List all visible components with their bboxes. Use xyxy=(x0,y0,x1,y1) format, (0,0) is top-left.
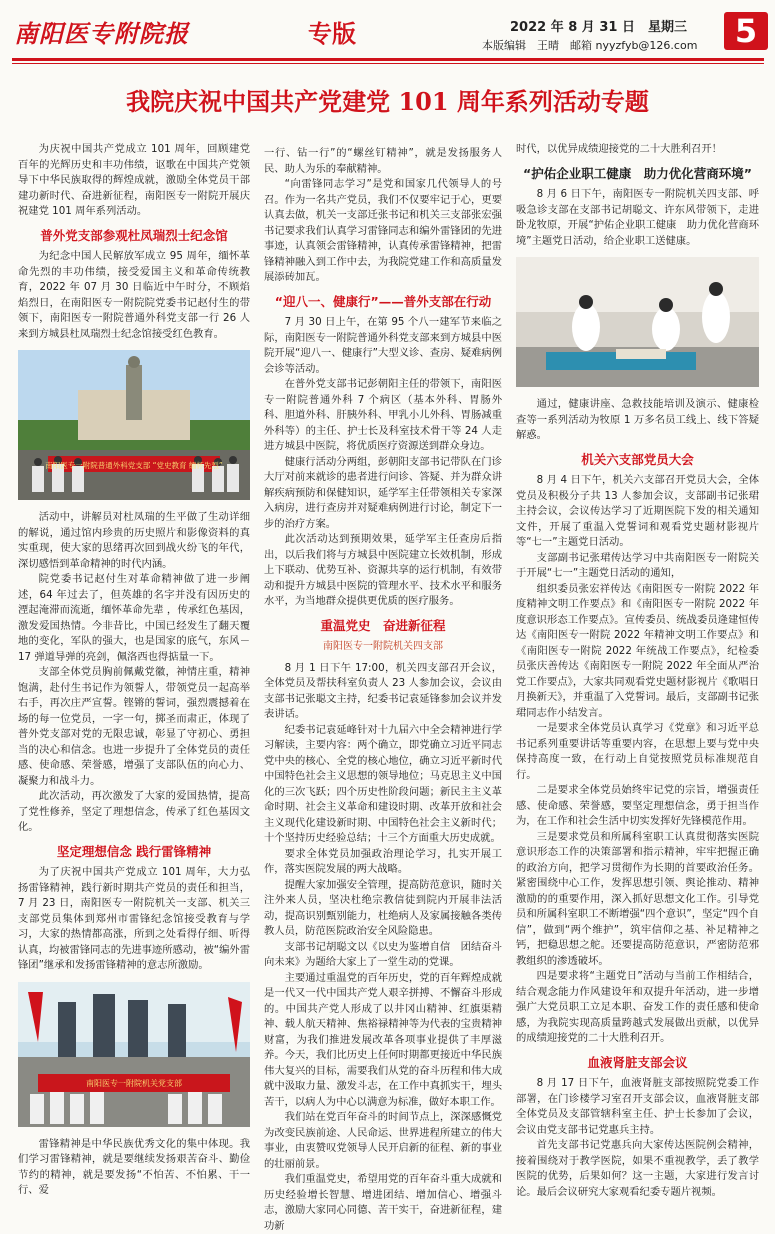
column-2 xyxy=(264,146,502,1232)
page-headline: 我院庆祝中国共产党建党 101 周年系列活动专题 xyxy=(126,87,649,116)
paragraph: 支部副书记张珺传达学习中共南阳医专一附院关于开展“七一”主题党日活动的通知， xyxy=(516,551,759,579)
intro-paragraph: 为庆祝中国共产党成立 101 周年，回顾建党百年的光辉历史和丰功伟绩，讴歌在中国共产党领导下中华民族取得的辉煌成就，激励全体党员干部建功新时代、奋进新征程，南阳医专一附院开展庆祝建党 101 周年系列活动。 xyxy=(18,143,250,217)
paragraph: 为纪念中国人民解放军成立 95 周年，缅怀革命先烈的丰功伟绩，接受爱国主义和革命传统教育，2022 年 07 月 30 日临近中午时分，不顾焰焰烈日，在南阳医专一附院院党委书记赵付生的带领下，南阳医专一附院普通外科党支部一行 26 人来到方城县杜凤瑞烈士纪念馆接受红色教育。 xyxy=(18,250,250,340)
paragraph: 三是要求党员和所属科室职工认真贯彻落实医院意识形态工作的决策部署和指示精神，牢牢把握正确的政治方向，把学习贯彻作为长期的首要政治任务。紧密围绕中心工作，发挥思想引领、舆论推动、精神激励的的重要作用，深入抓好思想文化工作。引导党员和所属科室职工不断增强“四个意识”，坚定“四个自信”，做到“两个维护”，筑牢信仰之基、补足精神之钙，把稳思想之舵。还要提高防范意识，严密防范邪教组织的渗透破坏。 xyxy=(516,830,759,967)
paragraph: 此次活动，再次激发了大家的爱国热情，提高了党性修养，坚定了理想信念，传承了红色基因文化。 xyxy=(18,790,250,833)
paragraph: 二是要求全体党员始终牢记党的宗旨，增强责任感、使命感、荣誉感，要坚定理想信念，勇于担当作为，在工作和社会生活中切实发挥好先锋模范作用。 xyxy=(516,784,759,827)
paragraph: 我们重温党史，希望用党的百年奋斗重大成就和历史经验增长智慧、增进团结、增加信心、增强斗志，激励大家同心同德、苦干实干，奋进新征程，建功新 xyxy=(264,1173,502,1232)
section-title-hematology: 血液肾脏支部会议 xyxy=(587,1054,688,1070)
paragraph: 纪委书记袁延峰针对十九届六中全会精神进行学习解读，主要内容：两个确立，即党确立习近平同志党中央的核心、全党的核心地位，确立习近平新时代中国特色社会主义思想的领导地位；马克思主义中国化的三次飞跃；四个历史性阶段问题；新民主主义革命时期、社会主义革命和建设时期、改革开放和社会主义现代化建设新时期、中国特色社会主义新时代；十个坚持历史经验总结；十三个方面重大历史成就。 xyxy=(264,723,502,844)
paragraph-continued: 时代，以优异成绩迎接党的二十大胜利召开！ xyxy=(516,143,722,155)
paragraph: 主要通过重温党的百年历史，党的百年辉煌成就是一代又一代中国共产党人艰辛拼搏、不懈奋斗形成的。中国共产党人形成了以井冈山精神、红旗渠精神、载人航天精神、焦裕禄精神等为代表的宝贵精神财富，为我们推进发展改革各项事业提供了丰厚滋养。今天，我们比历史上任何时期都更接近中华民族伟大复兴的目标，需要我们从党的奋斗历程和伟大成就中汲取力量、激发斗志，在工作中真抓实干，埋头苦干，以病人为中心以满意为标准，做好本职工作。 xyxy=(264,971,502,1108)
paragraph: 我们站在党百年奋斗的时间节点上，深深感慨党为改变民族前途、人民命运、世界进程所建立的伟大事业，由衷赞叹党领导人民开启新的征程、新的事业的壮丽前景。 xyxy=(264,1111,502,1170)
paragraph: 为了庆祝中国共产党成立 101 周年，大力弘扬雷锋精神，践行新时期共产党员的责任和担当，7 月 23 日，南阳医专一附院机关一支部、机关三支部党员集体到郑州市雷锋纪念馆接受教育与学习，大家的热情都高涨，所到之处看得仔细、听得认真，均被雷锋同志的先进事迹所感动，被“编外雷锋团”继承和发扬雷锋精神的意志所激励。 xyxy=(18,866,250,971)
header-rule xyxy=(12,58,764,61)
paragraph: 此次活动达到预期效果，延学军主任查房后指出，以后我们将与方城县中医院建立长效机制，形成上下联动、优势互补、资源共享的运行机制，有效带动和提升方城县中医院的管理水平、技术水平和服务水平，为当地群众提供更优质的医疗服务。 xyxy=(264,533,502,607)
section-name: 专版 xyxy=(308,20,356,48)
section-title-leifeng: 坚定理想信念 践行雷锋精神 xyxy=(56,843,212,859)
memorial-group-photo xyxy=(18,350,250,500)
paragraph: 8 月 17 日下午，血液肾脏支部按照院党委工作部署，在门诊楼学习室召开支部会议，血液肾脏支部全体党员及支部管辖科室主任、护士长参加了会议，会议由党支部书记党惠兵主持。 xyxy=(516,1077,759,1136)
paragraph: 支部全体党员胸前佩戴党徽，神情庄重，精神饱满，赴付生书记作为领誓人，带领党员一起高举右手，再次庄严宣誓。铿锵的誓词，强烈震撼着在场的每一位党员，一字一句，掷圣而肃正，体现了普外党支部对党的无限忠诚，彰显了守初心、勇担当的决心和信念。也进一步提升了全体党员的责任感、使命感、荣誉感，增强了支部队伍的向心力、凝聚力和战斗力。 xyxy=(18,666,250,787)
editor-line: 本版编辑 王晴 邮箱 nyyzfyb@126.com xyxy=(482,39,698,52)
paragraph: 四是要求将“主题党日”活动与当前工作相结合，结合观念能力作风建设年和双提升年活动，进一步增强广大党员职工立足本职、奋发工作的责任感和使命感，为我院实现高质量跨越式发展做出贡献，以优异的成绩迎接党的二十大胜利召开。 xyxy=(516,970,759,1044)
paragraph: 8 月 4 日下午，机关六支部召开党员大会，全体党员及积极分子共 13 人参加会议，支部副书记张珺主持会议，会议传达学习了近期医院下发的相关通知文件，开展了重温入党誓词和观看党史题材影视片等“七一”主题党日活动。 xyxy=(516,474,759,548)
column-1 xyxy=(18,142,250,1196)
photo-banner-text: 南阳医专一附院普通外科党支部 “党史教育 缅怀先烈” xyxy=(45,461,223,470)
section-byline: 南阳医专一附院机关四支部 xyxy=(323,641,443,652)
header-rule-thin xyxy=(12,63,764,64)
page-number: 5 xyxy=(724,12,768,50)
paragraph: 8 月 6 日下午，南阳医专一附院机关四支部、呼吸急诊支部在支部书记胡聪文、许东风带领下，走进卧龙牧原，开展“护佑企业职工健康 助力优化营商环境”主题党日活动，给企业职工送健康。 xyxy=(516,188,759,247)
paragraph: 8 月 1 日下午 17:00，机关四支部召开会议，全体党员及帮扶科室负责人 23 人参加会议，会议由支部书记张聪文主持，纪委书记袁延锋参加会议并发表讲话。 xyxy=(264,661,502,720)
paragraph: “向雷锋同志学习”是党和国家几代领导人的号召。作为一名共产党员，我们不仅要牢记于心，更要认真去做，机关一支部迁张书记和机关三支部张宏强书记要求我们认真学习雷锋同志和编外雷锋团的先进事迹，认真领会雷锋精神，认真传承雷锋精神，把雷锋精神融入到工作中去，为我院党建工作和高质量发展添砖加瓦。 xyxy=(264,178,502,283)
column-3 xyxy=(516,142,759,1198)
issue-date: 2022 年 8 月 31 日 星期三 xyxy=(510,20,687,35)
section-title-party-history: 重温党史 奋进新征程 xyxy=(320,617,446,633)
paragraph: 雷锋精神是中华民族优秀文化的集中体现。我们学习雷锋精神，就是要继续发扬艰苦奋斗、勤俭节约的精神，就是要发扬“不怕苦、不怕累、干一行、爱 xyxy=(18,1137,250,1196)
paragraph: 健康行活动分两组，彭朝阳支部书记带队在门诊大厅对前来就诊的患者进行问诊、答疑、并为群众讲解疾病预防和保健知识，延学军主任带领相关专家深入病房，进行查房并对疑难病例进行讨论，制定下一步的治疗方案。 xyxy=(264,455,502,530)
paragraph: 院党委书记赵付生对革命精神做了进一步阐述，64 年过去了，但英雄的名字并没有因历史的湮起淹滞而流逝，缅怀革命先辈 ，传承红色基因，激发爱国热情。今非昔比，中国已经发生了翻天覆地的变化，军队的强大，也是国家的底气，东风－17 弹道导弹的亮剑，佩洛西也得掂量一下。 xyxy=(18,573,250,663)
paragraph: 活动中，讲解员对杜凤瑞的生平做了生动详细的解说，通过馆内珍贵的历史照片和影像资料的真实重现，使大家的思绪再次回到战火纷飞的年代，深切感悟到革命精神的时代内涵。 xyxy=(18,511,250,570)
leifeng-group-photo xyxy=(18,982,250,1127)
paragraph: 一是要求全体党员认真学习《党章》和习近平总书记系列重要讲话等重要内容，在思想上要与党中央保持高度一致，在行动上自觉按照党员标准规范自行。 xyxy=(516,722,759,781)
section-title-branch-six: 机关六支部党员大会 xyxy=(581,451,694,467)
paragraph: 首先支部书记党惠兵向大家传达医院例会精神，接着围绕对于教学医院，如果不重视教学，丢了教学医院的优势，后果如何？这一主题，大家进行发言讨论。最后会议研究大家观看纪委专题片视频。 xyxy=(516,1139,759,1198)
section-title-health: “护佑企业职工健康 助力优化营商环境” xyxy=(523,165,752,181)
health-training-photo xyxy=(516,257,759,387)
paragraph-continued: 一行、钻一行”的“螺丝钉精神”，就是发扬服务人民、助人为乐的奉献精神。 xyxy=(264,147,502,175)
section-title-bayi: “迎八一、健康行”——普外支部在行动 xyxy=(274,293,492,309)
paragraph: 支部书记胡聪文以《以史为鉴增自信 团结奋斗向未来》为题给大家上了一堂生动的党课。 xyxy=(264,940,502,968)
paragraph: 要求全体党员加强政治理论学习，扎实开展工作，落实医院发展的两大战略。 xyxy=(264,847,502,875)
paragraph: 组织委员张宏祥传达《南阳医专一附院 2022 年度精神文明工作要点》和《南阳医专一附院 2022 年度意识形态工作要点》。宣传委员、统战委员逄建恒传达《南阳医专一附院 2022 年精神文明工作要点》和《南阳医专一附院 2022 年统战工作要点》，纪检委员张庆善传达《南阳医专一附院 2022 年全面从严治党工作要点》，大家共同观看党史题材影视片《歌唱日月换新天》，并重温了入党誓词。最后，支部副书记张珺同志作小结发言。 xyxy=(516,582,759,719)
paragraph: 在普外党支部书记彭朝阳主任的带领下，南阳医专一附院普通外科 7 个病区（基本外科、胃肠外科、胆道外科、肝胰外科、甲乳小儿外科、胃肠减重外科等）的主任、护士长及科室技术骨干等 24 人走进方城县中医院，将优质医疗资源送到群众身边。 xyxy=(264,378,502,452)
section-title-memorial: 普外党支部参观杜凤瑞烈士纪念馆 xyxy=(40,227,228,243)
masthead xyxy=(0,0,775,60)
paragraph: 7 月 30 日上午，在第 95 个八一建军节来临之际，南阳医专一附院普通外科党支部来到方城县中医院开展“迎八一、健康行”大型义诊、查房、疑难病例会诊等活动。 xyxy=(264,316,502,375)
paragraph: 通过，健康讲座、急救技能培训及演示、健康检查等一系列活动为牧原 1 万多名员工线上、线下答疑解惑。 xyxy=(516,398,759,441)
paragraph: 提醒大家加强安全管理，提高防范意识，随时关注外来人员，坚决杜绝宗教信徒到院内开展非法活动，提高识别甄别能力，杜绝病人及家属接触各类传教人员，防范医院政治安全风险隐患。 xyxy=(264,878,502,937)
paper-name: 南阳医专附院报 xyxy=(14,19,189,48)
photo-banner-text: 南阳医专一附院机关党支部 xyxy=(86,1078,182,1088)
